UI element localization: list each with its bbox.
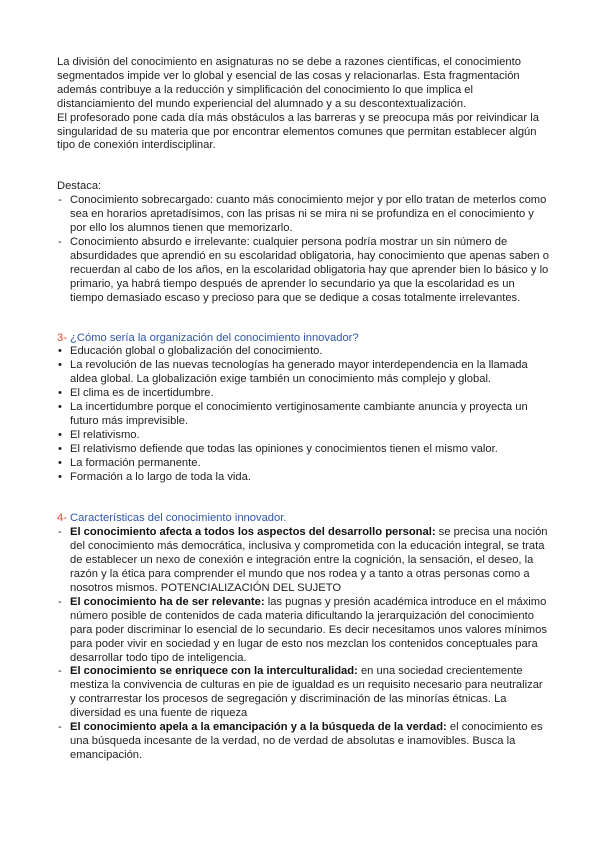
- list-item-text: las pugnas y presión académica introduce en el máximo número posible de contenidos de cada materia dificultando la jerarquización del conocimiento para poder discriminar lo esencial de lo secundario. Es decir necesitamos unos valores mínimos para poder vivir en sociedad y en lugar de esto nos mezclan los contenidos conceptuales para desarrollar todo tipo de inteligencia.: [70, 595, 547, 664]
- section-3-number: 3-: [57, 331, 67, 344]
- list-item-text: se precisa una noción del conocimiento más democrática, inclusiva y comprometida con la educación integral, se trata de establecer un nexo de conexión e integración entre la cognición, la sensación, el deseo, la razón y la ética para comprender el mundo que nos rodea y a tanto a otras personas como a nosotros mismos. POTENCIALIZACIÓN DEL SUJETO: [70, 526, 548, 594]
- section-3-heading: [57, 332, 550, 346]
- destaca-list: [57, 194, 550, 305]
- section-3-list: [57, 345, 550, 484]
- intro-paragraph-1: La división del conocimiento en asignaturas no se debe a razones científicas, el conocimiento segmentados impide ver lo global y esencial de las cosas y relacionarlas. Esta fragmentación además contribuye a la reducción y simplificación del conocimiento lo que implica el distanciamiento del mundo experiencial del alumnado y a su descontextualización.: [57, 56, 521, 110]
- list-item: • El clima es de incertidumbre.: [57, 387, 550, 401]
- list-item: [57, 526, 550, 596]
- section-4-heading: [57, 512, 550, 526]
- list-item: - Conocimiento sobrecargado: cuanto más conocimiento mejor y por ello tratan de meterlos como sea en horarios apretadísimos, con las prisas ni se mira ni se profundiza en el conocimiento y por ello los alumnos tienen que memorizarlo.: [57, 194, 550, 236]
- section-4-title: Características del conocimiento innovador.: [66, 512, 287, 525]
- list-item: • Educación global o globalización del conocimiento.: [57, 345, 550, 359]
- list-item: • La incertidumbre porque el conocimiento vertiginosamente cambiante anuncia y proyecta un futuro más imprevisible.: [57, 401, 550, 429]
- list-item: - Conocimiento absurdo e irrelevante: cualquier persona podría mostrar un sin número de absurdidades que aprendió en su escolaridad obligatoria, hay conocimiento que apenas saben o recuerdan al cabo de los años, en la escolaridad obligatoria hay que aprender bien lo básico y lo primario, ya habrá tiempo después de aprender lo secundario ya que la escolaridad es un tiempo demasiado escaso y precioso para que se dedique a cosas totalmente irrelevantes.: [57, 236, 550, 306]
- list-item-heading: El conocimiento se enriquece con la interculturalidad:: [70, 665, 358, 678]
- list-item: [57, 596, 550, 666]
- list-item: • La formación permanente.: [57, 457, 550, 471]
- intro-paragraph-2: El profesorado pone cada día más obstáculos a las barreras y se preocupa más por reivindicar la singularidad de su materia que por encontrar elementos comunes que permitan establecer algún tipo de conexión interdisciplinar.: [57, 111, 539, 152]
- section-4-list: [57, 526, 550, 762]
- list-item-heading: El conocimiento apela a la emancipación y a la búsqueda de la verdad:: [70, 721, 447, 734]
- list-item: • El relativismo.: [57, 429, 550, 443]
- list-item: • Formación a lo largo de toda la vida.: [57, 471, 550, 485]
- list-item-heading: El conocimiento ha de ser relevante:: [70, 595, 265, 608]
- section-3-title: ¿Cómo sería la organización del conocimiento innovador?: [66, 331, 359, 344]
- destaca-label: Destaca:: [57, 180, 102, 193]
- list-item: [57, 721, 550, 763]
- list-item: [57, 665, 550, 721]
- list-item-heading: El conocimiento afecta a todos los aspectos del desarrollo personal:: [70, 526, 436, 539]
- list-item: • La revolución de las nuevas tecnologías ha generado mayor interdependencia en la llamada aldea global. La globalización exige también un conocimiento más complejo y global.: [57, 359, 550, 387]
- list-item: • El relativismo defiende que todas las opiniones y conocimientos tienen el mismo valor.: [57, 443, 550, 457]
- list-item-text: el conocimiento es una búsqueda incesante de la verdad, no de verdad de absolutas e inamovibles. Busca la emancipación.: [70, 721, 543, 761]
- list-item-text: en una sociedad crecientemente mestiza la convivencia de culturas en pie de igualdad es un requisito necesario para neutralizar y contrarrestar los procesos de segregación y discriminación de las minorías étnicas. La diversidad es una fuente de riqueza: [70, 665, 543, 720]
- section-4-number: 4-: [57, 512, 67, 525]
